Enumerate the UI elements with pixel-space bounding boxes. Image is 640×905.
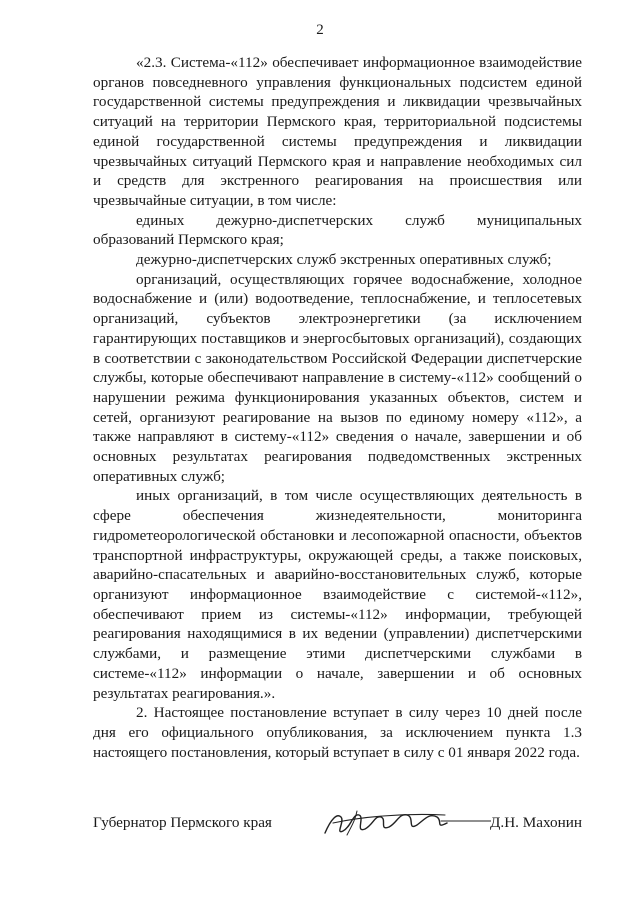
list-item-utility-organizations: организаций, осуществляющих горячее водоснабжение, холодное водоснабжение и (или) водоотведение, теплоснабжение, и теплосетевых организаций, субъектов электроэнергетики (за исключением гарантирующих поставщиков и энергосбытовых организаций), создающих в соответствии с законодательством Российской Федерации диспетчерские службы, которые обеспечивают направление в систему-«112» сообщений о нарушении режима функционирования указанных объектов, систем и сетей, организуют реагирование на вызов по единому номеру «112», а также направляют в систему-«112» сведения о начале, завершении и об основных результатах реагирования подведомственных экстренных оперативных служб; [93,270,582,485]
handwritten-signature [321,805,491,841]
list-item-other-organizations: иных организаций, в том числе осуществляющих деятельность в сфере обеспечения жизнедеятельности, мониторинга гидрометеорологической обстановки и лесопожарной опасности, объектов транспортной инфраструктуры, окружающей среды, а также поисковых, аварийно-спасательных и аварийно-восстановительных служб, которые организуют информационное взаимодействие с системой-«112», обеспечивают прием из системы-«112» информации, требующей реагирования находящимися в их ведении (управлении) диспетчерскими службами, и размещение этими диспетчерскими службами в системе-«112» информации о начале, завершении и об основных результатах реагирования.». [93,487,582,702]
signatory-position: Губернатор Пермского края [93,814,272,831]
paragraph-effective-date: 2. Настоящее постановление вступает в силу через 10 дней после дня его официального опубликования, за исключением пункта 1.3 настоящего постановления, который вступает в силу с 01 января 2022 года. [93,704,582,761]
page-number: 2 [316,22,324,38]
document-body [93,53,582,762]
list-item-dds: дежурно-диспетчерских служб экстренных оперативных служб; [136,251,552,269]
list-item-edds: единых дежурно-диспетчерских служб муниципальных образований Пермского края; [93,211,582,249]
signatory-name: Д.Н. Махонин [490,814,582,831]
signature-block [93,813,582,853]
paragraph-2-3-intro: «2.3. Система-«112» обеспечивает информационное взаимодействие органов повседневного управления функциональных подсистем единой государственной системы предупреждения и ликвидации чрезвычайных ситуаций на территории Пермского края, территориальной подсистемы единой государственной системы предупреждения и ликвидации чрезвычайных ситуаций Пермского края и направление необходимых сил и средств для экстренного реагирования на происшествия или чрезвычайные ситуации, в том числе: [93,54,582,209]
